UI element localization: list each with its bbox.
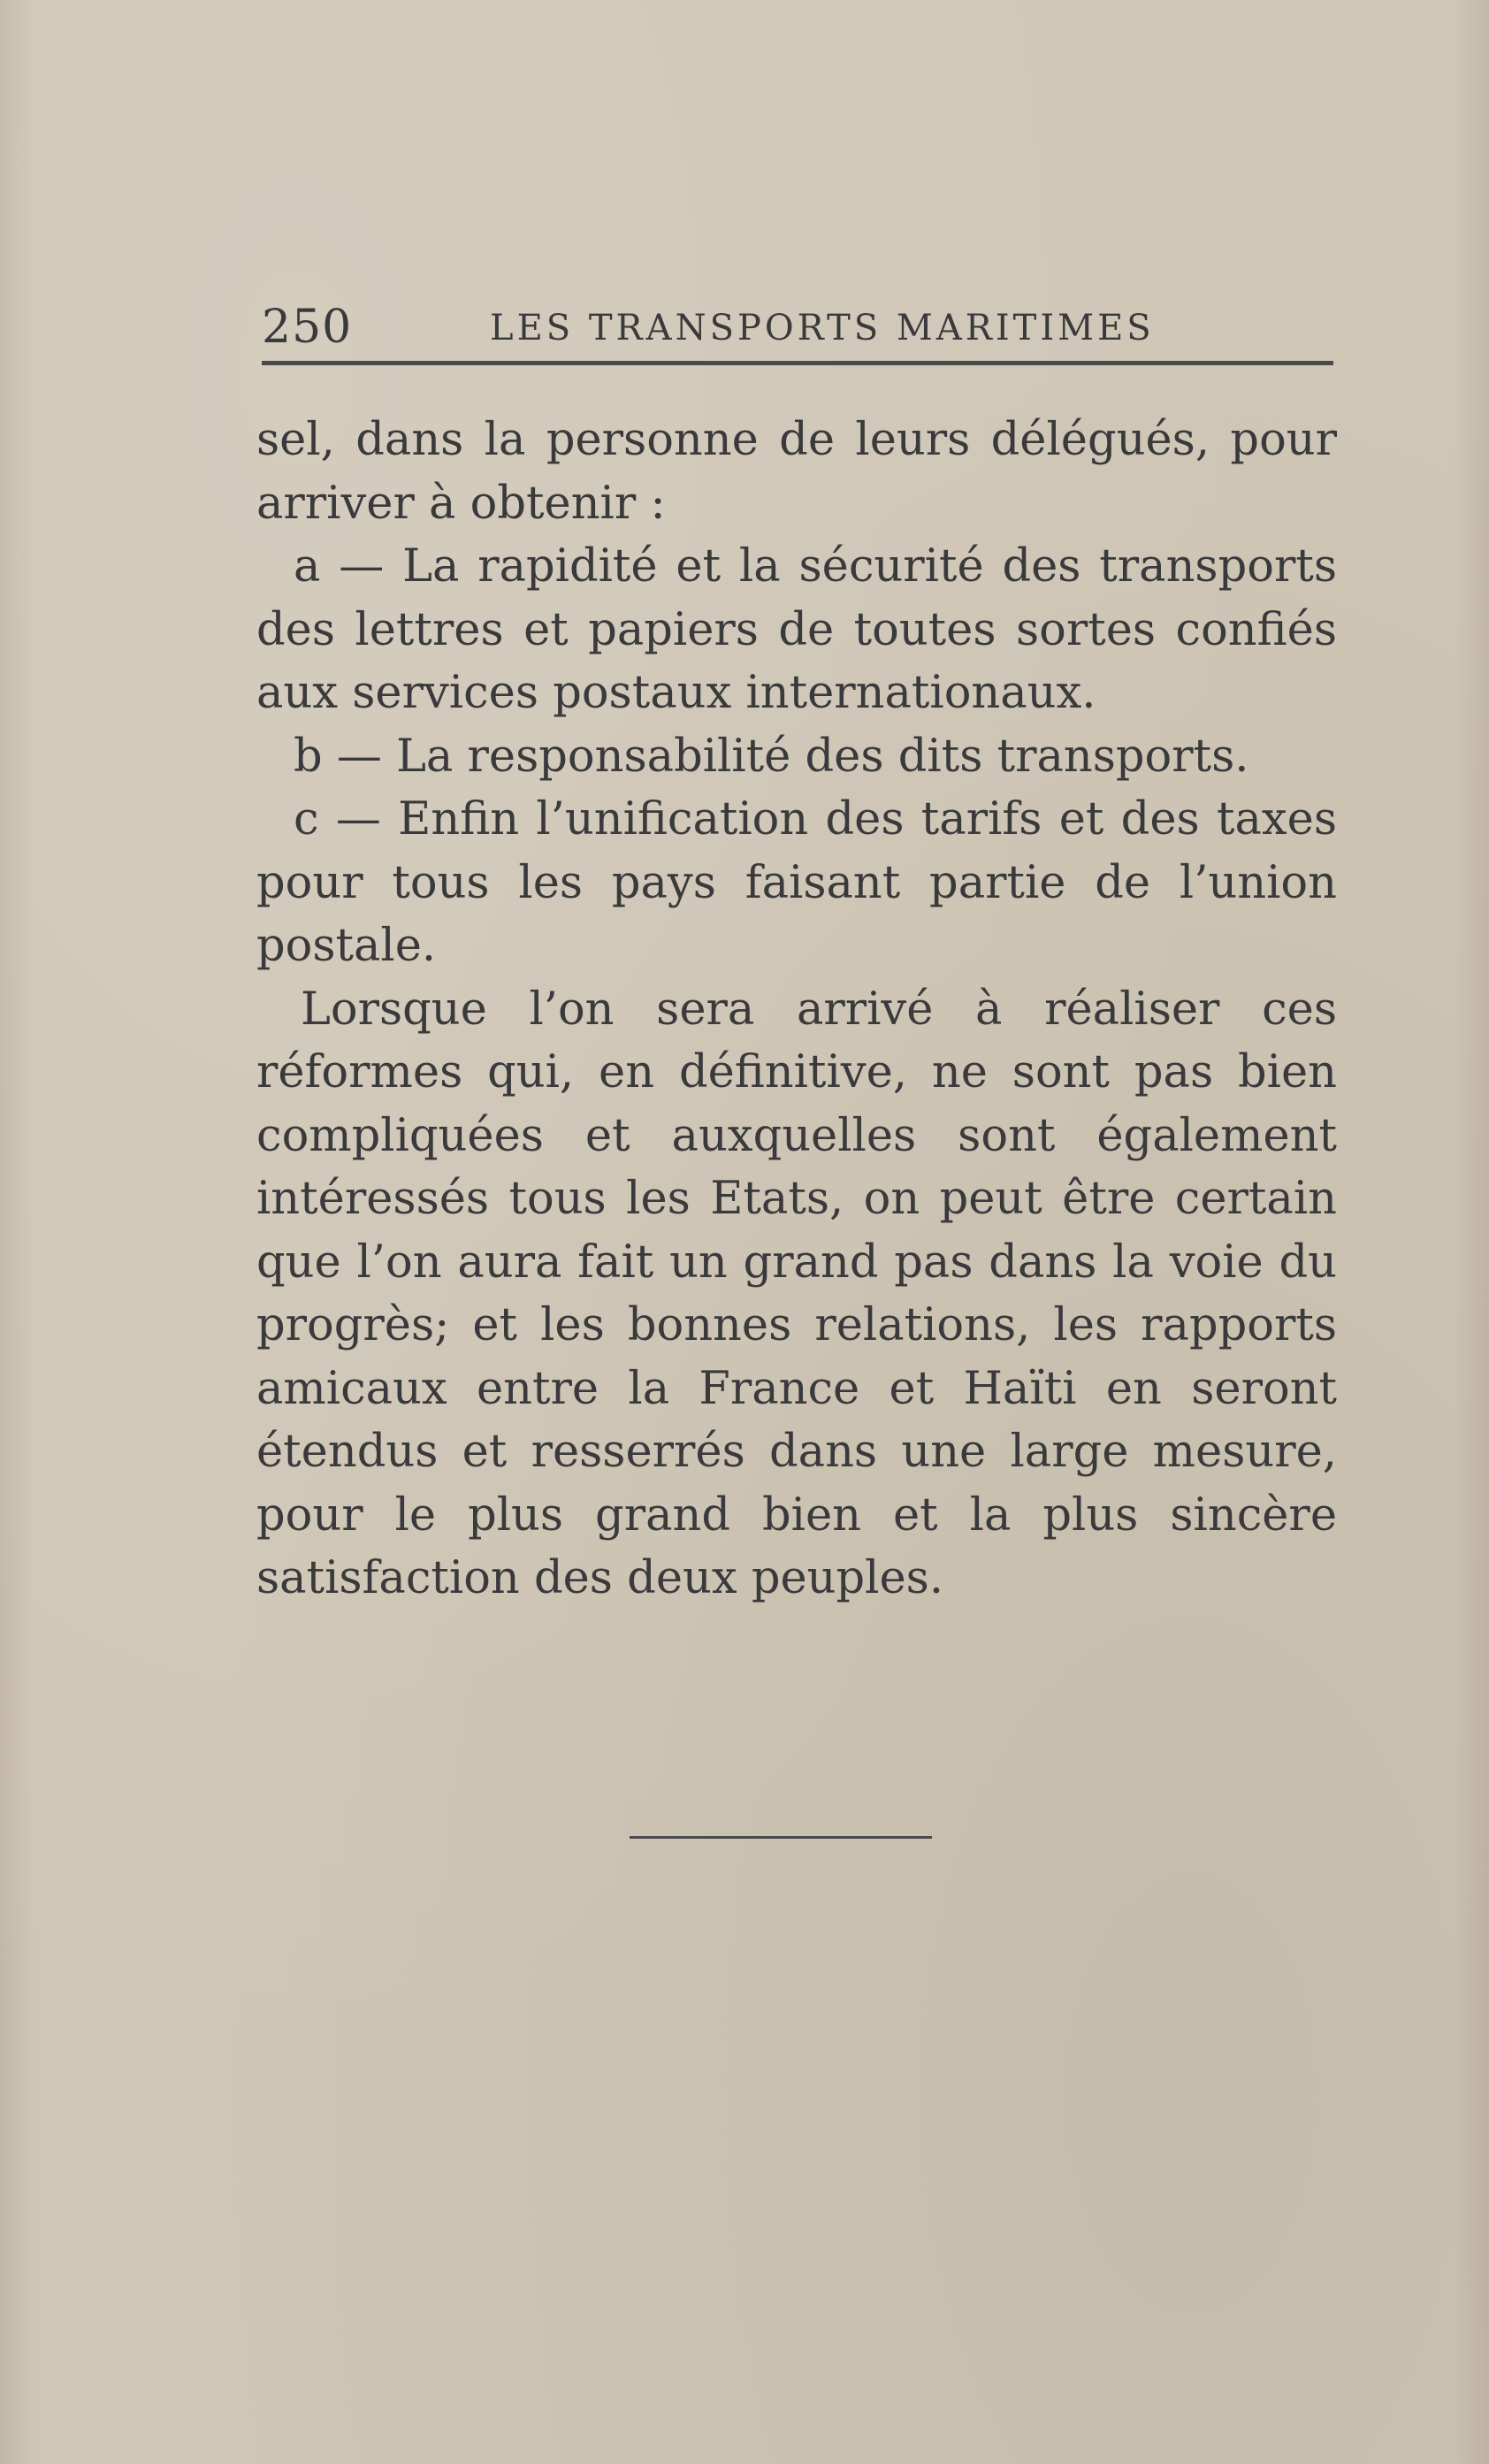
list-item-c: c — Enfin l’unification des tarifs et des taxes pour tous les pays faisant partie de l’union postale. — [256, 793, 1337, 972]
list-item-b: b — La responsabilité des dits transports. — [294, 730, 1249, 783]
header-rule — [262, 361, 1333, 365]
body-text — [256, 409, 1337, 1611]
list-item-a: a — La rapidité et la sécurité des transports des lettres et papiers de toutes sortes confiés aux services postaux internationaux. — [256, 540, 1337, 719]
end-rule — [630, 1836, 932, 1839]
paragraph-continuation: sel, dans la personne de leurs délégués, pour arriver à obtenir : — [256, 414, 1337, 530]
page-number: 250 — [262, 301, 353, 354]
running-title: LES TRANSPORTS MARITIMES — [490, 308, 1155, 348]
closing-paragraph: Lorsque l’on sera arrivé à réaliser ces réformes qui, en définitive, ne sont pas bien compliquées et auxquelles sont également intéressés tous les Etats, on peut être certain que l’on aura fait un grand pas dans la voie du progrès; et les bonnes relations, les rapports amicaux entre la France et Haïti en seront étendus et resserrés dans une large mesure, pour le plus grand bien et la plus sincère satisfaction des deux peuples. — [256, 983, 1337, 1604]
